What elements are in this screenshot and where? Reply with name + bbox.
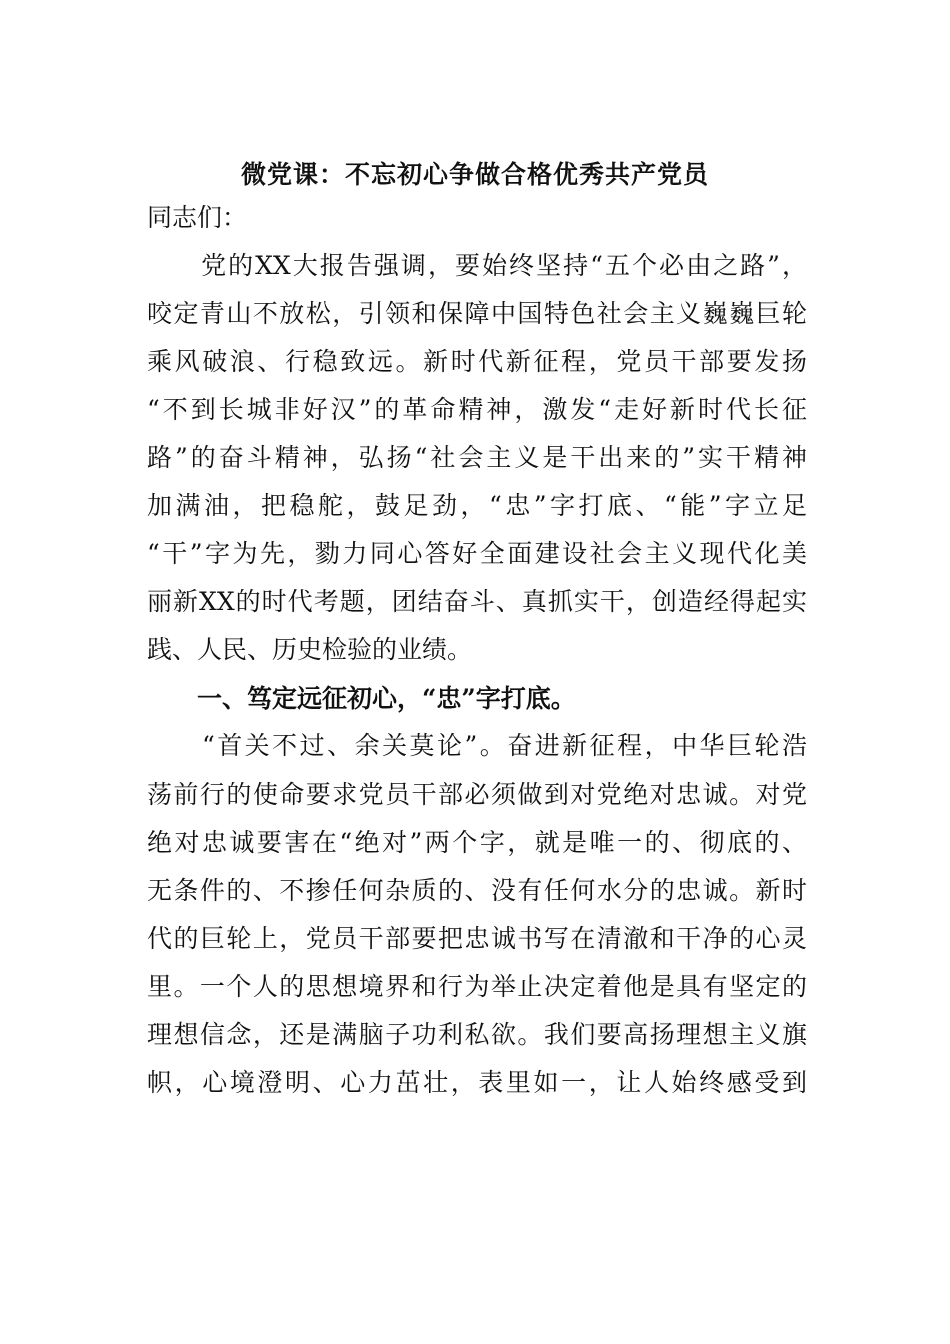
paragraph-2-line: “首关不过、余关莫论”。奋进新征程，中华巨轮浩: [147, 731, 807, 760]
paragraph-1-line: 咬定青山不放松，引领和保障中国特色社会主义巍巍巨轮: [147, 299, 807, 328]
paragraph-1-line: 践、人民、历史检验的业绩。: [147, 635, 473, 664]
paragraph-2-line: 荡前行的使命要求党员干部必须做到对党绝对忠诚。对党: [147, 780, 807, 809]
salutation: 同志们：: [147, 203, 248, 232]
section-heading-1: 一、笃定远征初心，“忠”字打底。: [147, 684, 576, 713]
document-title: 微党课：不忘初心争做合格优秀共产党员: [240, 160, 709, 189]
paragraph-1-line: “干”字为先，勠力同心答好全面建设社会主义现代化美: [147, 539, 807, 568]
paragraph-2-line: 绝对忠诚要害在“绝对”两个字，就是唯一的、彻底的、: [147, 828, 807, 857]
paragraph-1-line: 加满油，把稳舵，鼓足劲，“忠”字打底、“能”字立足: [147, 491, 807, 520]
paragraph-2-line: 代的巨轮上，党员干部要把忠诚书写在清澈和干净的心灵: [147, 924, 807, 953]
paragraph-1-line: 丽新XX的时代考题，团结奋斗、真抓实干，创造经得起实: [147, 587, 807, 616]
paragraph-2-line: 帜，心境澄明、心力茁壮，表里如一，让人始终感受到: [147, 1068, 807, 1097]
paragraph-1-line: 乘风破浪、行稳致远。新时代新征程，党员干部要发扬: [147, 347, 807, 376]
paragraph-1-line: 路”的奋斗精神，弘扬“社会主义是干出来的”实干精神: [147, 443, 807, 472]
paragraph-2-line: 无条件的、不掺任何杂质的、没有任何水分的忠诚。新时: [147, 876, 807, 905]
paragraph-1-line: “不到长城非好汉”的革命精神，激发“走好新时代长征: [147, 395, 807, 424]
paragraph-2-line: 里。一个人的思想境界和行为举止决定着他是具有坚定的: [147, 972, 807, 1001]
paragraph-2-line: 理想信念，还是满脑子功利私欲。我们要高扬理想主义旗: [147, 1020, 807, 1049]
paragraph-1-line: 党的XX大报告强调，要始终坚持“五个必由之路”，: [147, 251, 807, 280]
